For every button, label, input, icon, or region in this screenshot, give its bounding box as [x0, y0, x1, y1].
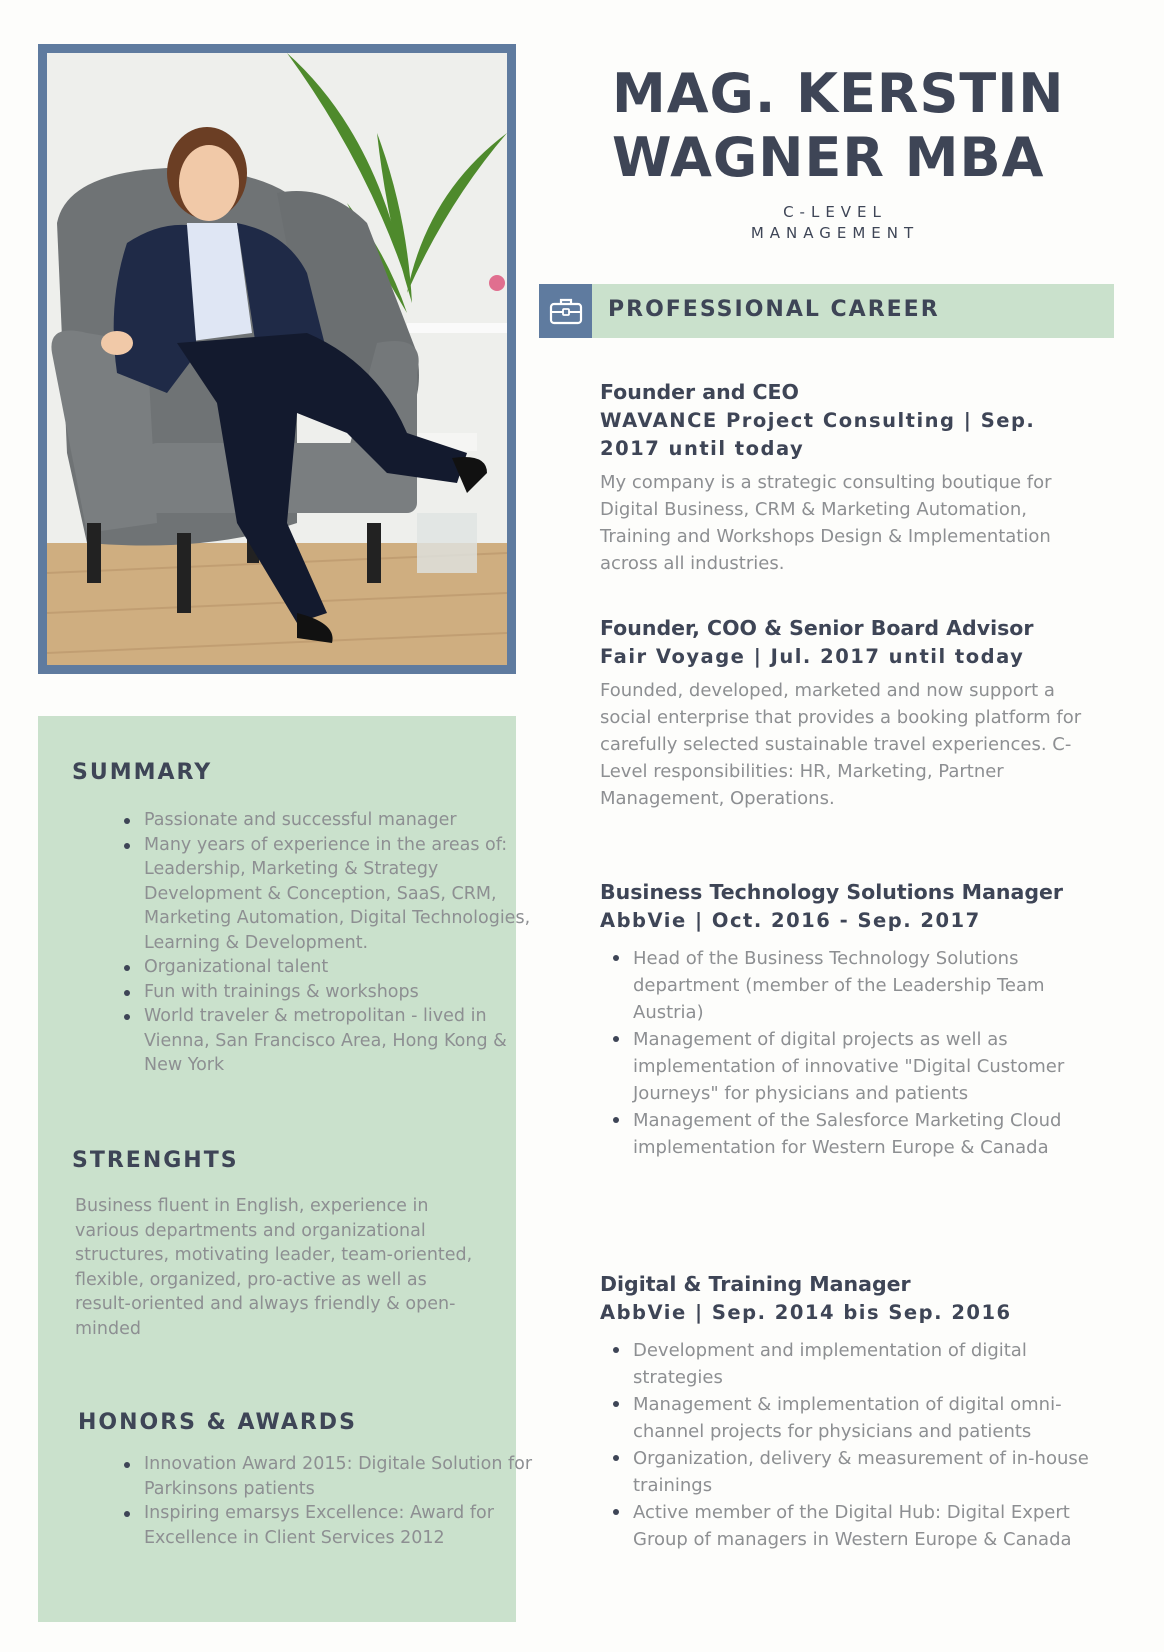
list-item: Management of the Salesforce Marketing Cloud implementation for Western Europe & Canada	[633, 1107, 1100, 1161]
job-title: Founder and CEO	[600, 380, 799, 404]
list-item: Organizational talent	[144, 955, 544, 980]
list-item: Organization, delivery & measurement of in-house trainings	[633, 1445, 1100, 1499]
list-item: Fun with trainings & workshops	[144, 980, 544, 1005]
career-heading: PROFESSIONAL CAREER	[608, 297, 940, 322]
job-title: Digital & Training Manager	[600, 1272, 911, 1296]
job-title: Business Technology Solutions Manager	[600, 880, 1064, 904]
list-item: Management & implementation of digital omni-channel projects for physicians and patients	[633, 1391, 1100, 1445]
candidate-subtitle: C-LEVEL MANAGEMENT	[750, 203, 920, 242]
job-company: WAVANCE Project Consulting | Sep. 2017 until today	[600, 409, 1036, 460]
list-item: Innovation Award 2015: Digitale Solution for Parkinsons patients	[144, 1452, 544, 1501]
list-item: Many years of experience in the areas of: Leadership, Marketing & Strategy Development & Conception, SaaS, CRM, Marketing Automation, Digital Technologies, Learning & Development.	[144, 833, 544, 956]
job-description: Founded, developed, marketed and now support a social enterprise that provides a booking platform for carefully selected sustainable travel experiences. C-Level responsibilities: HR, Marketing, Partner Management, Operations.	[600, 680, 1082, 809]
career-heading-bar	[539, 284, 1114, 338]
portrait-photo	[38, 44, 516, 674]
list-item: Development and implementation of digital strategies	[633, 1337, 1100, 1391]
job-entry	[600, 613, 1100, 812]
honors-heading: HONORS & AWARDS	[78, 1410, 357, 1435]
candidate-name: MAG. KERSTIN WAGNER MBA	[612, 62, 1065, 189]
summary-heading: SUMMARY	[72, 760, 213, 785]
list-item: Head of the Business Technology Solutions department (member of the Leadership Team Austria)	[633, 945, 1100, 1026]
job-bullets	[600, 1337, 1100, 1553]
job-entry	[600, 377, 1100, 577]
job-entry	[600, 1269, 1100, 1553]
job-title: Founder, COO & Senior Board Advisor	[600, 616, 1034, 640]
portrait-illustration	[47, 53, 507, 665]
job-company: AbbVie | Sep. 2014 bis Sep. 2016	[600, 1301, 1012, 1324]
list-item: Management of digital projects as well as implementation of innovative "Digital Customer Journeys" for physicians and patients	[633, 1026, 1100, 1107]
job-bullets	[600, 945, 1100, 1161]
summary-list	[114, 808, 544, 1078]
list-item: Inspiring emarsys Excellence: Award for Excellence in Client Services 2012	[144, 1501, 544, 1550]
strengths-heading: STRENGHTS	[72, 1148, 239, 1173]
strengths-text: Business fluent in English, experience in various departments and organizational structures, motivating leader, team-oriented, flexible, organized, pro-active as well as result-oriented and always friendly & open-minded	[75, 1196, 473, 1339]
job-entry	[600, 877, 1100, 1161]
briefcase-icon	[539, 284, 592, 338]
list-item: World traveler & metropolitan - lived in Vienna, San Francisco Area, Hong Kong & New York	[144, 1004, 544, 1078]
job-company: Fair Voyage | Jul. 2017 until today	[600, 645, 1025, 668]
list-item: Passionate and successful manager	[144, 808, 544, 833]
left-sidebar	[38, 716, 533, 1622]
honors-list	[114, 1452, 544, 1550]
job-company: AbbVie | Oct. 2016 - Sep. 2017	[600, 909, 981, 932]
job-description: My company is a strategic consulting boutique for Digital Business, CRM & Marketing Automation, Training and Workshops Design & Implementation across all industries.	[600, 472, 1052, 574]
list-item: Active member of the Digital Hub: Digital Expert Group of managers in Western Europe & Canada	[633, 1499, 1100, 1553]
